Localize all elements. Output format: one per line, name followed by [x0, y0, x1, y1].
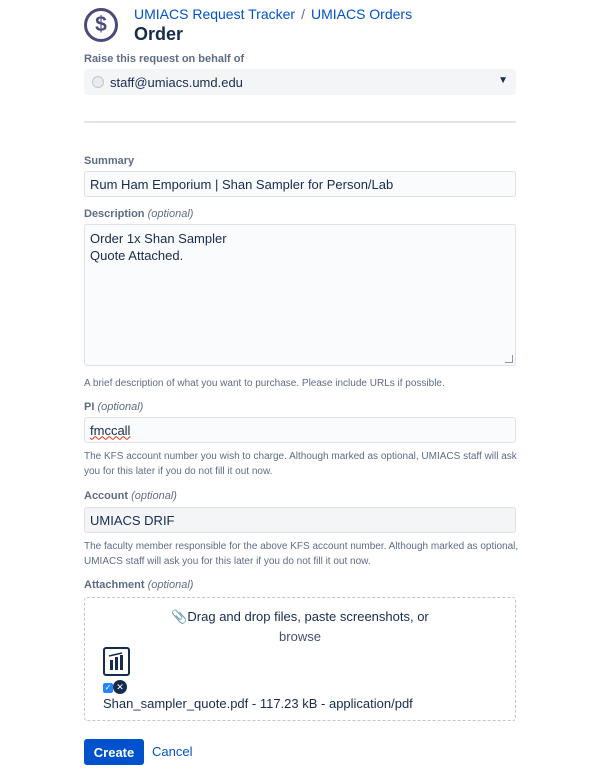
breadcrumb — [134, 6, 412, 22]
summary-value: Rum Ham Emporium | Shan Sampler for Person/Lab — [90, 176, 394, 192]
description-label: Description (optional) — [84, 208, 194, 220]
attached-file: Shan_sampler_quote.pdf - 117.23 kB - application/pdf — [103, 696, 413, 711]
browse-link[interactable]: browse — [279, 629, 321, 644]
attachment-label: Attachment (optional) — [84, 579, 194, 591]
chevron-down-icon: ▼ — [498, 75, 508, 86]
pi-value: fmccall — [90, 422, 131, 438]
summary-input[interactable] — [84, 171, 516, 197]
file-select-checkbox[interactable]: ✓ — [104, 683, 112, 692]
dropzone-browse-wrap — [84, 629, 516, 644]
breadcrumb-link-request-tracker[interactable]: UMIACS Request Tracker — [134, 6, 296, 22]
behalf-select[interactable] — [84, 69, 516, 95]
divider — [84, 121, 516, 123]
description-help: A brief description of what you want to purchase. Please include URLs if possible. — [84, 378, 445, 389]
description-value: Order 1x Shan Sampler Quote Attached. — [90, 231, 227, 263]
breadcrumb-separator: / — [301, 6, 305, 22]
account-help: The faculty member responsible for the above KFS account number. Although marked as optional, UMIACS staff will ask you for this later if you do not fill it out now. — [84, 541, 519, 567]
description-textarea[interactable] — [84, 224, 516, 366]
dropzone-text: 📎Drag and drop files, paste screenshots, or — [171, 609, 429, 624]
paperclip-icon: 📎 — [171, 609, 188, 624]
pi-help: The KFS account number you wish to charge. Although marked as optional, UMIACS staff will ask you for this later if you do not fill it out now. — [84, 451, 517, 477]
remove-file-icon[interactable]: ✕ — [113, 680, 127, 694]
account-label: Account (optional) — [84, 490, 177, 502]
dollar-circle-icon: $ — [84, 8, 118, 42]
file-icon — [103, 647, 130, 676]
pi-label: PI (optional) — [84, 401, 144, 413]
breadcrumb-link-orders[interactable]: UMIACS Orders — [310, 6, 413, 22]
cancel-button[interactable]: Cancel — [152, 744, 193, 759]
behalf-value: staff@umiacs.umd.edu — [110, 74, 243, 90]
account-input[interactable] — [84, 507, 516, 533]
page-title: Order — [134, 24, 184, 44]
summary-label: Summary — [84, 155, 135, 167]
create-button[interactable]: Create — [84, 739, 144, 765]
resize-handle-icon[interactable] — [505, 355, 513, 363]
account-value: UMIACS DRIF — [90, 512, 175, 528]
behalf-label: Raise this request on behalf of — [84, 53, 245, 65]
pi-input[interactable] — [84, 417, 516, 443]
user-avatar-icon — [92, 76, 104, 88]
